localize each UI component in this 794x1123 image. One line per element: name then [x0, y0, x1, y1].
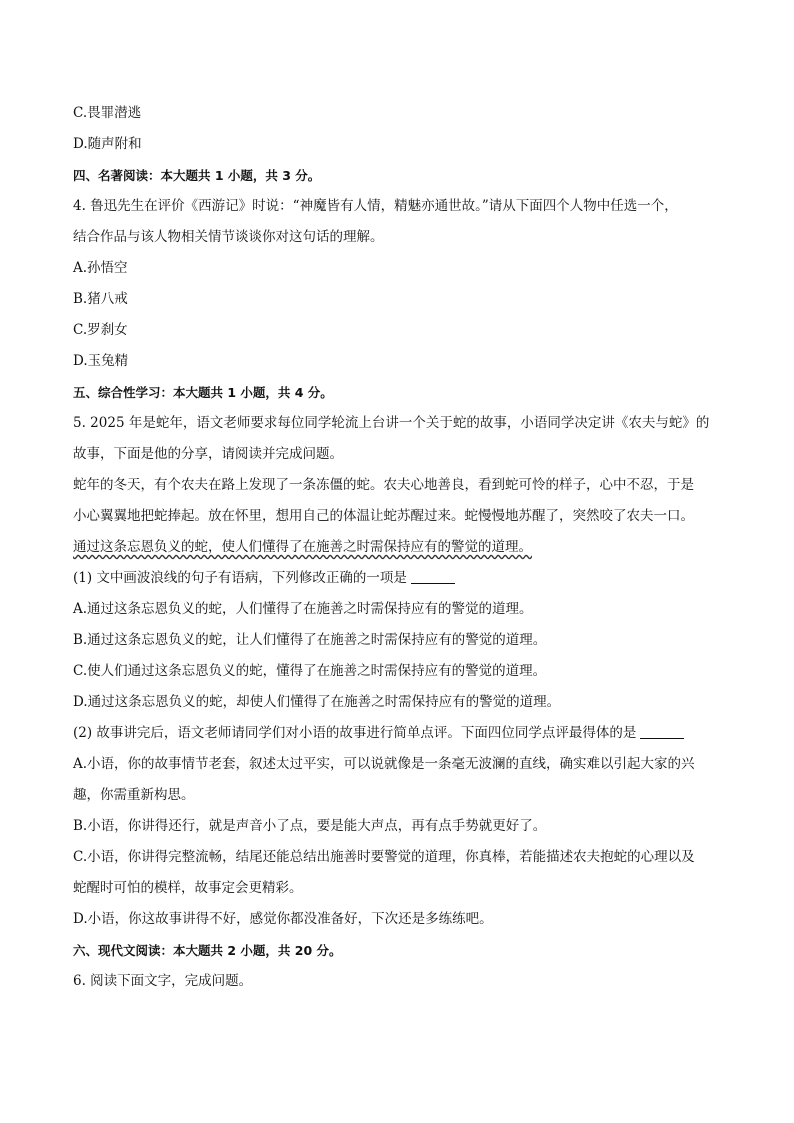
q4-option-c: C.罗刹女: [73, 322, 128, 338]
exam-page: [73, 98, 723, 997]
q3-option-c: C.畏罪潜逃: [73, 105, 142, 121]
q5-sub1-option-c: C.使人们通过这条忘恩负义的蛇，懂得了在施善之时需保持应有的警觉的道理。: [73, 663, 547, 679]
q4-stem-line1: 4. 鲁迅先生在评价《西游记》时说：“神魔皆有人情，精魅亦通世故。”请从下面四个人物中任选一个，: [73, 198, 678, 214]
q5-sub1-option-d: D.通过这条忘恩负义的蛇，却使人们懂得了在施善之时需保持应有的警觉的道理。: [73, 694, 561, 710]
q5-sub2-option-a-line1: A.小语，你的故事情节老套，叙述太过平实，可以说就像是一条毫无波澜的直线，确实难以引起大家的兴: [73, 756, 695, 772]
q5-sub2-option-c-line1: C.小语，你讲得完整流畅，结尾还能总结出施善时要警觉的道理，你真棒，若能描述农夫抱蛇的心理以及: [73, 849, 695, 865]
answer-blank: [640, 724, 684, 739]
q5-story-line2: 小心翼翼地把蛇捧起。放在怀里，想用自己的体温让蛇苏醒过来。蛇慢慢地苏醒了，突然咬了农夫一口。: [73, 508, 694, 524]
q5-sub2-option-b: B.小语，你讲得还行，就是声音小了点，要是能大声点，再有点手势就更好了。: [73, 818, 547, 834]
q5-sub1-option-b: B.通过这条忘恩负义的蛇，让人们懂得了在施善之时需保持应有的警觉的道理。: [73, 632, 547, 648]
q5-sub1-stem-text: (1) 文中画波浪线的句子有语病，下列修改正确的一项是: [73, 570, 407, 586]
q5-story-line3: [73, 532, 723, 563]
q5-stem-line1: 5. 2025 年是蛇年，语文老师要求每位同学轮流上台讲一个关于蛇的故事，小语同学决定讲《农夫与蛇》的: [73, 415, 710, 431]
answer-blank: [411, 569, 455, 584]
section4-title: 四、名著阅读：本大题共 1 小题，共 3 分。: [73, 168, 321, 183]
q5-stem-line2: 故事，下面是他的分享，请阅读并完成问题。: [73, 446, 343, 462]
q4-stem-line2: 结合作品与该人物相关情节谈谈你对这句话的理解。: [73, 229, 384, 245]
q5-sub1-stem: [73, 563, 723, 594]
q5-sub1-option-a: A.通过这条忘恩负义的蛇，人们懂得了在施善之时需保持应有的警觉的道理。: [73, 601, 533, 617]
q5-sub2-option-d: D.小语，你这故事讲得不好，感觉你都没准备好，下次还是多练练吧。: [73, 911, 493, 927]
wavy-underlined-sentence: 通过这条忘恩负义的蛇，使人们懂得了在施善之时需保持应有的警觉的道理。: [73, 539, 532, 555]
q4-option-a: A.孙悟空: [73, 260, 128, 276]
q6-stem: 6. 阅读下面文字，完成问题。: [73, 973, 253, 989]
q5-story-line1: 蛇年的冬天，有个农夫在路上发现了一条冻僵的蛇。农夫心地善良，看到蛇可怜的样子，心中不忍，于是: [73, 477, 694, 493]
q5-sub2-option-a-line2: 趣，你需重新构思。: [73, 787, 195, 803]
q5-sub2-stem-text: (2) 故事讲完后，语文老师请同学们对小语的故事进行简单点评。下面四位同学点评最得体的是: [73, 725, 637, 741]
section5-title: 五、综合性学习：本大题共 1 小题，共 4 分。: [73, 385, 333, 400]
q5-sub2-stem: [73, 718, 723, 749]
section6-title: 六、现代文阅读：本大题共 2 小题，共 20 分。: [73, 943, 342, 958]
q3-option-d: D.随声附和: [73, 136, 142, 152]
q5-sub2-option-c-line2: 蛇醒时可怕的模样，故事定会更精彩。: [73, 880, 303, 896]
q4-option-d: D.玉兔精: [73, 353, 129, 369]
q4-option-b: B.猪八戒: [73, 291, 128, 307]
